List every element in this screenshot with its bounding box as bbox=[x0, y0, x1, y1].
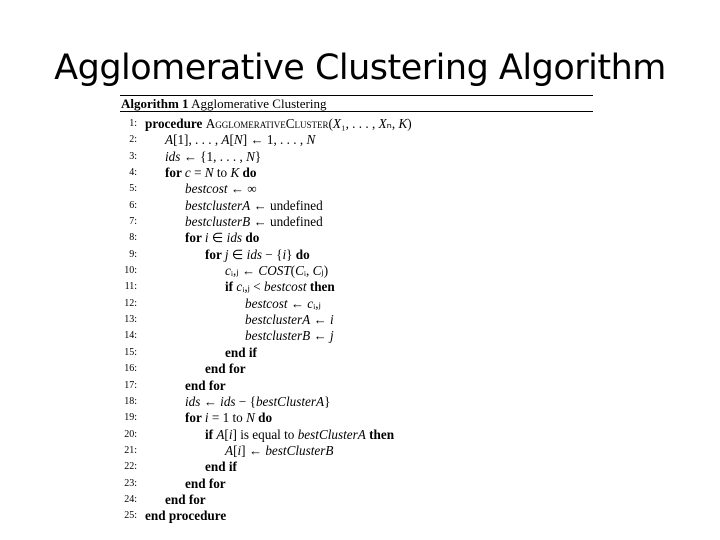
line-code bbox=[165, 492, 206, 508]
code-token: do bbox=[254, 410, 273, 426]
code-token: end for bbox=[185, 377, 226, 393]
code-token: ] is equal to bbox=[232, 426, 298, 442]
code-token: ( bbox=[290, 263, 296, 279]
code-token: for bbox=[165, 165, 185, 181]
code-token: A bbox=[216, 426, 225, 442]
slide-title: Agglomerative Clustering Algorithm bbox=[54, 48, 666, 88]
code-token: bestClusterA bbox=[297, 426, 366, 442]
code-token: for bbox=[205, 246, 225, 262]
code-token: ) bbox=[407, 116, 412, 131]
code-token: ← {1, . . . , bbox=[180, 148, 247, 164]
algorithm-line bbox=[115, 198, 593, 214]
code-token: end for bbox=[205, 361, 246, 377]
line-code bbox=[185, 198, 323, 214]
code-token: c bbox=[307, 295, 314, 311]
algorithm-line bbox=[115, 328, 593, 344]
code-token: ← bbox=[200, 393, 221, 409]
code-token: procedure bbox=[145, 116, 206, 131]
code-token: K bbox=[398, 116, 408, 131]
line-number: 2: bbox=[129, 134, 137, 146]
code-token: bestClusterB bbox=[265, 442, 334, 458]
algorithm-box bbox=[115, 92, 593, 528]
code-token: ∈ bbox=[228, 246, 247, 262]
algorithm-name: Agglomerative Clustering bbox=[191, 96, 327, 111]
line-number: 7: bbox=[129, 216, 137, 228]
code-token: A bbox=[221, 132, 230, 148]
code-token: if bbox=[225, 279, 237, 295]
code-token: X bbox=[378, 116, 387, 131]
code-token: ₙ, bbox=[386, 116, 399, 131]
line-code bbox=[185, 410, 272, 426]
code-token: c bbox=[236, 279, 243, 295]
code-token: ← bbox=[287, 295, 308, 311]
code-token: − { bbox=[262, 246, 283, 262]
code-token: bestclusterB bbox=[185, 214, 251, 230]
code-token: c bbox=[225, 263, 231, 279]
line-code bbox=[185, 214, 323, 230]
line-code bbox=[145, 116, 412, 132]
line-number: 14: bbox=[124, 330, 137, 342]
code-token: bestclusterA bbox=[245, 312, 311, 328]
line-code bbox=[225, 279, 335, 295]
code-token: j bbox=[224, 246, 229, 262]
line-number: 9: bbox=[129, 248, 137, 260]
code-token: X bbox=[332, 116, 341, 131]
code-token: i bbox=[204, 230, 209, 246]
line-code bbox=[165, 165, 256, 181]
code-token: end if bbox=[205, 459, 237, 475]
code-token: N bbox=[204, 165, 214, 181]
line-code bbox=[145, 508, 226, 524]
code-token: ᵢ,ⱼ bbox=[313, 295, 321, 311]
line-number: 13: bbox=[124, 314, 137, 326]
code-token: ⱼ) bbox=[321, 263, 329, 279]
code-token: N bbox=[246, 410, 255, 426]
algorithm-line bbox=[115, 181, 593, 197]
code-token: = bbox=[190, 165, 205, 181]
line-code bbox=[225, 263, 328, 279]
code-token: AgglomerativeCluster bbox=[205, 116, 329, 131]
code-token: end for bbox=[165, 491, 206, 507]
code-token: ids bbox=[226, 230, 243, 246]
code-token: bestClusterA bbox=[255, 393, 325, 409]
code-token: j bbox=[329, 328, 334, 344]
algorithm-line bbox=[115, 116, 593, 132]
algorithm-line bbox=[115, 459, 593, 475]
code-token: } bbox=[286, 246, 293, 262]
code-token: do bbox=[292, 246, 310, 262]
code-token: ids bbox=[220, 393, 236, 409]
code-token: i bbox=[282, 246, 287, 262]
code-token: i bbox=[237, 442, 242, 458]
algorithm-label: Algorithm 1 bbox=[121, 96, 189, 111]
code-token: end if bbox=[225, 344, 257, 360]
code-token: for bbox=[185, 410, 205, 426]
algorithm-line bbox=[115, 476, 593, 492]
line-number: 20: bbox=[124, 428, 137, 440]
code-token: for bbox=[185, 230, 205, 246]
code-token: N bbox=[246, 148, 255, 164]
header-rule bbox=[120, 111, 593, 112]
line-number: 19: bbox=[124, 412, 137, 424]
algorithm-line bbox=[115, 230, 593, 246]
line-number: 15: bbox=[124, 346, 137, 358]
line-number: 24: bbox=[124, 493, 137, 505]
line-number: 17: bbox=[124, 379, 137, 391]
line-number: 12: bbox=[124, 297, 137, 309]
line-code bbox=[185, 230, 259, 246]
line-number: 1: bbox=[129, 118, 137, 129]
code-token: to bbox=[213, 165, 231, 181]
algorithm-line bbox=[115, 312, 593, 328]
code-token: K bbox=[230, 165, 240, 181]
line-code bbox=[245, 312, 334, 328]
line-number: 5: bbox=[129, 183, 137, 195]
code-token: [ bbox=[229, 132, 234, 148]
algorithm-line bbox=[115, 427, 593, 443]
code-token: if bbox=[205, 426, 217, 442]
code-token: [ bbox=[233, 442, 238, 458]
code-token: bestclusterB bbox=[245, 328, 311, 344]
algorithm-header bbox=[121, 96, 326, 111]
line-code bbox=[185, 394, 330, 410]
code-token: [ bbox=[224, 426, 229, 442]
code-token: N bbox=[233, 132, 243, 148]
code-token: = 1 to bbox=[208, 410, 247, 426]
code-token: ← undefined bbox=[250, 197, 323, 213]
code-token: bestcost bbox=[185, 181, 228, 197]
code-token: end for bbox=[185, 475, 226, 491]
line-number: 8: bbox=[129, 232, 137, 244]
code-token: ] ← 1, . . . , bbox=[242, 132, 307, 148]
line-number: 10: bbox=[124, 265, 137, 277]
code-token: C bbox=[312, 263, 322, 279]
algorithm-line bbox=[115, 132, 593, 148]
line-number: 23: bbox=[124, 477, 137, 489]
line-code bbox=[165, 132, 315, 148]
algorithm-line bbox=[115, 378, 593, 394]
line-code bbox=[185, 476, 226, 492]
line-number: 6: bbox=[129, 199, 137, 211]
line-code bbox=[245, 296, 321, 312]
code-token: − { bbox=[235, 393, 256, 409]
algorithm-line bbox=[115, 165, 593, 181]
line-number: 4: bbox=[129, 167, 137, 179]
code-token: ids bbox=[165, 148, 181, 164]
algorithm-line bbox=[115, 394, 593, 410]
code-token: ← bbox=[310, 328, 330, 344]
code-token: i bbox=[329, 312, 334, 328]
code-token: ₁, . . . , bbox=[340, 116, 379, 131]
line-code bbox=[205, 427, 394, 443]
code-token: } bbox=[254, 148, 262, 164]
code-token: ᵢ, bbox=[303, 263, 313, 279]
line-code bbox=[185, 378, 226, 394]
code-token: ᵢ,ⱼ ← bbox=[230, 263, 259, 279]
code-token: ← ∞ bbox=[227, 181, 257, 197]
line-number: 22: bbox=[124, 461, 137, 473]
code-token: c bbox=[184, 165, 191, 181]
code-token: ← bbox=[310, 312, 330, 328]
line-number: 21: bbox=[124, 444, 137, 456]
algorithm-lines bbox=[115, 116, 593, 525]
line-code bbox=[205, 247, 310, 263]
code-token: do bbox=[239, 165, 257, 181]
code-token: ids bbox=[185, 393, 201, 409]
algorithm-line bbox=[115, 247, 593, 263]
algorithm-line bbox=[115, 149, 593, 165]
line-code bbox=[205, 361, 246, 377]
code-token: ← undefined bbox=[250, 214, 323, 230]
line-number: 25: bbox=[124, 510, 137, 522]
algorithm-line bbox=[115, 279, 593, 295]
code-token: ( bbox=[328, 116, 333, 131]
code-token: [1], . . . , bbox=[173, 132, 222, 148]
code-token: bestcost bbox=[264, 279, 307, 295]
code-token: i bbox=[204, 410, 209, 426]
code-token: N bbox=[306, 132, 316, 148]
line-number: 18: bbox=[124, 395, 137, 407]
line-code bbox=[165, 149, 261, 165]
code-token: ᵢ,ⱼ < bbox=[242, 279, 265, 295]
code-token: i bbox=[228, 426, 233, 442]
line-code bbox=[205, 459, 237, 475]
line-number: 3: bbox=[129, 150, 137, 162]
code-token: bestclusterA bbox=[185, 197, 251, 213]
line-number: 16: bbox=[124, 363, 137, 375]
algorithm-line bbox=[115, 443, 593, 459]
code-token: ] ← bbox=[241, 442, 266, 458]
code-token: C bbox=[295, 263, 304, 279]
code-token: A bbox=[225, 442, 234, 458]
algorithm-line bbox=[115, 361, 593, 377]
code-token: ∈ bbox=[208, 230, 227, 246]
line-code bbox=[225, 345, 257, 361]
algorithm-line bbox=[115, 214, 593, 230]
code-token: bestcost bbox=[245, 295, 288, 311]
line-code bbox=[225, 443, 333, 459]
code-token: then bbox=[365, 426, 395, 442]
algorithm-line bbox=[115, 508, 593, 524]
line-number: 11: bbox=[124, 281, 137, 293]
algorithm-line bbox=[115, 345, 593, 361]
code-token: A bbox=[165, 132, 174, 148]
code-token: } bbox=[324, 393, 331, 409]
code-token: do bbox=[242, 230, 260, 246]
code-token: then bbox=[306, 279, 335, 295]
algorithm-line bbox=[115, 263, 593, 279]
line-code bbox=[185, 181, 257, 197]
code-token: end procedure bbox=[145, 508, 227, 524]
algorithm-line bbox=[115, 492, 593, 508]
line-code bbox=[245, 328, 334, 344]
algorithm-line bbox=[115, 410, 593, 426]
code-token: ids bbox=[246, 246, 263, 262]
algorithm-line bbox=[115, 296, 593, 312]
code-token: COST bbox=[258, 263, 291, 279]
